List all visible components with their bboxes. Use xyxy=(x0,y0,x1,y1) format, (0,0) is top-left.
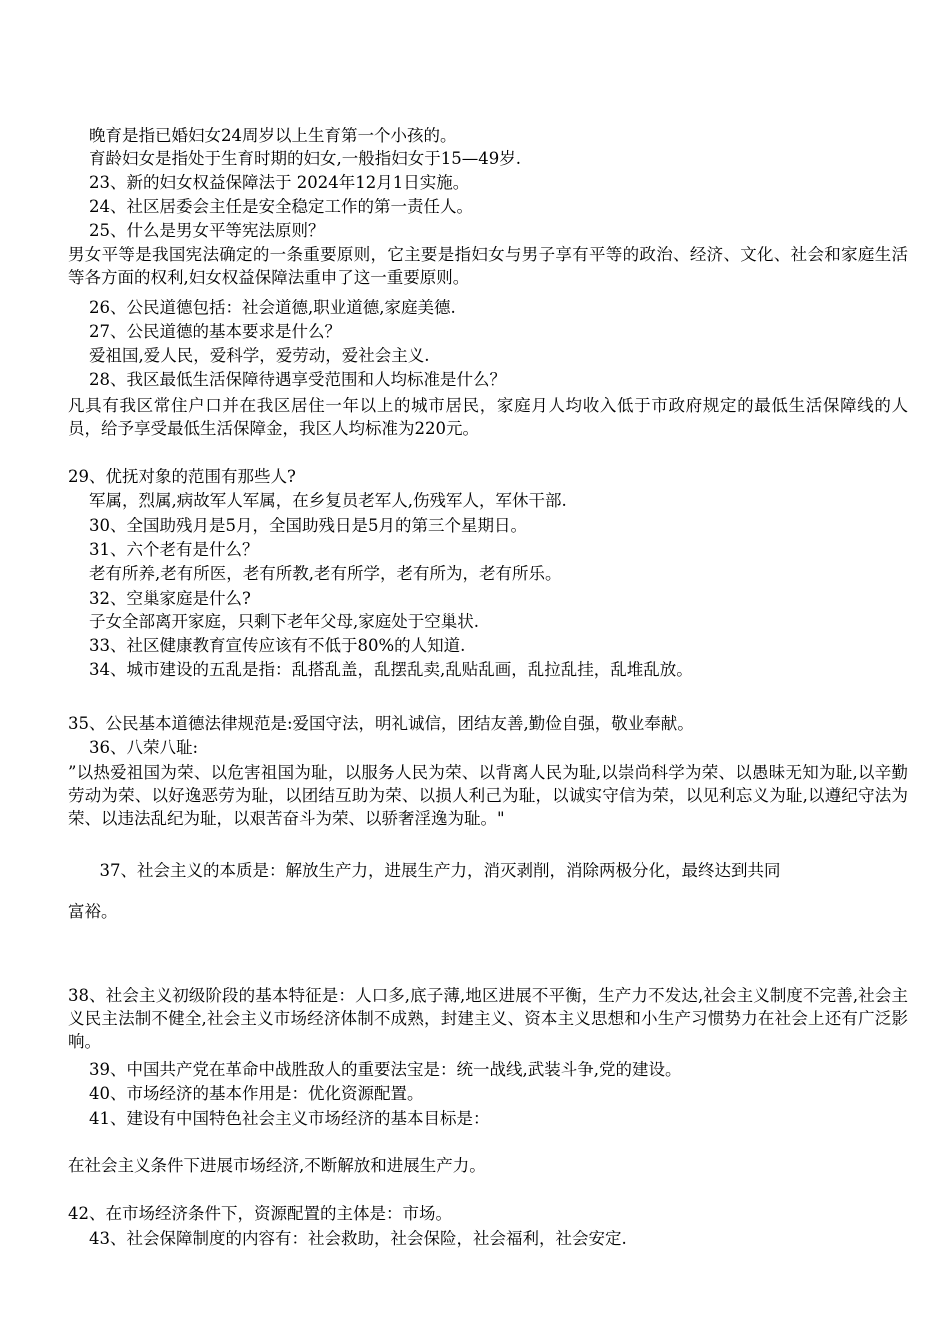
text-line: 爱祖国,爱人民，爱科学，爱劳动，爱社会主义. xyxy=(68,346,430,365)
text-line: 35、公民基本道德法律规范是:爱国守法，明礼诚信，团结友善,勤俭自强，敬业奉献。 xyxy=(68,714,694,733)
text-line: 子女全部离开家庭，只剩下老年父母,家庭处于空巢状. xyxy=(68,612,479,631)
text-line: 41、建设有中国特色社会主义市场经济的基本目标是： xyxy=(68,1109,490,1128)
text-line: 29、优抚对象的范围有那些人? xyxy=(68,467,296,486)
paragraph: ”以热爱祖国为荣、以危害祖国为耻，以服务人民为荣、以背离人民为耻,以崇尚科学为荣、以愚昧无知为耻,以辛勤劳动为荣、以好逸恶劳为耻，以团结互助为荣、以损人利己为耻，以诚实守信为荣，以见利忘义为耻,以遵纪守法为荣、以违法乱纪为耻，以艰苦奋斗为荣、以骄奢淫逸为耻。" xyxy=(68,763,908,828)
text-line: 33、社区健康教育宣传应该有不低于80%的人知道. xyxy=(68,636,466,655)
paragraph: 38、社会主义初级阶段的基本特征是：人口多,底子薄,地区进展不平衡，生产力不发达,社会主义制度不完善,社会主义民主法制不健全,社会主义市场经济体制不成熟，封建主义、资本主义思想和小生产习惯势力在社会上还有广泛影响。 xyxy=(68,986,908,1051)
text-line: 育龄妇女是指处于生育时期的妇女,一般指妇女于15—49岁. xyxy=(68,149,521,168)
text-line: 31、六个老有是什么？ xyxy=(68,540,259,559)
text-line: 27、公民道德的基本要求是什么？ xyxy=(68,322,341,341)
text-line: 富裕。 xyxy=(68,902,118,921)
text-line: 42、在市场经济条件下，资源配置的主体是：市场。 xyxy=(68,1204,452,1223)
paragraph: 凡具有我区常住户口并在我区居住一年以上的城市居民，家庭月人均收入低于市政府规定的最低生活保障线的人员，给予享受最低生活保障金，我区人均标准为220元。 xyxy=(68,396,908,438)
text-line: 23、新的妇女权益保障法于 2024年12月1日实施。 xyxy=(68,173,470,192)
text-line: 34、城市建设的五乱是指：乱搭乱盖，乱摆乱卖,乱贴乱画，乱拉乱挂，乱堆乱放。 xyxy=(68,660,693,679)
text-line: 40、市场经济的基本作用是：优化资源配置。 xyxy=(68,1084,424,1103)
paragraph: 男女平等是我国宪法确定的一条重要原则，它主要是指妇女与男子享有平等的政治、经济、文化、社会和家庭生活等各方面的权利,妇女权益保障法重申了这一重要原则。 xyxy=(68,245,908,287)
text-line: 在社会主义条件下进展市场经济,不断解放和进展生产力。 xyxy=(68,1156,486,1175)
text-line: 39、中国共产党在革命中战胜敌人的重要法宝是：统一战线,武装斗争,党的建设。 xyxy=(68,1060,682,1079)
text-line: 36、八荣八耻: xyxy=(68,738,199,757)
text-line: 军属，烈属,病故军人军属，在乡复员老军人,伤残军人，军休干部. xyxy=(68,491,567,510)
text-line: 老有所养,老有所医，老有所教,老有所学，老有所为，老有所乐。 xyxy=(68,564,562,583)
text-line: 28、我区最低生活保障待遇享受范围和人均标准是什么？ xyxy=(68,370,506,389)
text-line: 37、社会主义的本质是：解放生产力，进展生产力，消灭剥削，消除两极分化，最终达到共同 xyxy=(68,861,781,880)
text-line: 43、社会保障制度的内容有：社会救助，社会保险，社会福利，社会安定. xyxy=(68,1229,627,1248)
text-line: 24、社区居委会主任是安全稳定工作的第一责任人。 xyxy=(68,197,473,216)
text-line: 26、公民道德包括：社会道德,职业道德,家庭美德. xyxy=(68,298,456,317)
text-line: 32、空巢家庭是什么? xyxy=(68,589,251,608)
text-line: 30、全国助残月是5月，全国助残日是5月的第三个星期日。 xyxy=(68,516,527,535)
text-line: 25、什么是男女平等宪法原则？ xyxy=(68,221,325,240)
text-line: 晚育是指已婚妇女24周岁以上生育第一个小孩的。 xyxy=(68,126,457,145)
